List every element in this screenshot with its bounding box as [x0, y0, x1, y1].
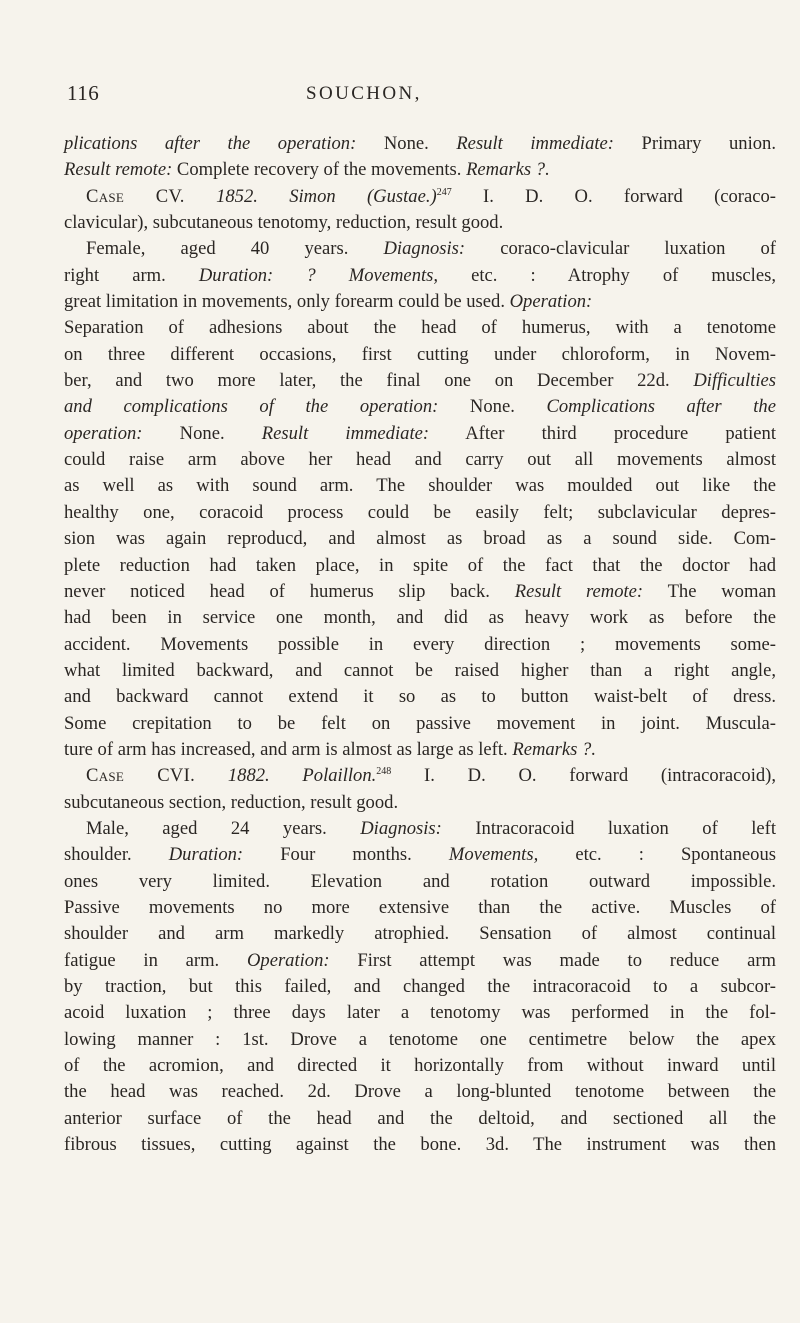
text-line — [64, 500, 776, 526]
italic-run: Diagnosis: — [360, 817, 442, 839]
text-run — [185, 186, 216, 207]
text-line — [64, 711, 776, 737]
text-run — [195, 765, 228, 786]
text-line — [64, 605, 776, 631]
italic-run: and complications of the operation: — [64, 396, 439, 418]
text-line — [64, 394, 776, 420]
text-run: the head was reached. 2d. Drove a long-blunted tenotome between the — [64, 1081, 776, 1103]
text-run: on three different occasions, first cutting under chloroform, in Novem- — [64, 343, 776, 365]
text-line — [64, 632, 776, 658]
text-line — [64, 790, 776, 816]
text-run: could raise arm above her head and carry out all movements almost — [64, 449, 776, 471]
italic-run: 1852. Simon (Gustae.) — [216, 185, 437, 207]
text-run: plete reduction had taken place, in spite of the fact that the doctor had — [64, 554, 776, 576]
text-run: Female, aged 40 years. — [86, 238, 384, 260]
text-run: had been in service one month, and did as heavy work as before the — [64, 607, 776, 629]
text-line — [64, 421, 776, 447]
text-run: of the acromion, and directed it horizontally from without inward until — [64, 1055, 776, 1077]
text-line — [64, 974, 776, 1000]
text-run: subcutaneous section, reduction, result good. — [64, 791, 399, 813]
text-line — [64, 473, 776, 499]
text-run: None. — [438, 396, 547, 418]
page-number: 116 — [67, 81, 100, 105]
text-line — [64, 737, 776, 763]
text-run: by traction, but this failed, and changed the intracoracoid to a subcor- — [64, 976, 776, 997]
case-heading: Case CV. — [86, 185, 185, 207]
text-line — [64, 869, 776, 895]
text-line — [64, 1079, 776, 1105]
text-run: Intracoracoid luxation of left — [441, 817, 776, 839]
text-run: ber, and two more later, the final one on December 22d. — [64, 370, 694, 392]
text-line — [64, 263, 776, 289]
italic-run: Remarks ?. — [466, 159, 550, 181]
text-run: shoulder. — [64, 844, 169, 866]
case-heading: Case CVI. — [86, 765, 196, 787]
italic-run: Movements, — [448, 844, 539, 866]
text-line — [64, 236, 776, 262]
text-run: ture of arm has increased, and arm is almost as large as left. — [64, 738, 513, 760]
text-run: Primary union. — [614, 133, 776, 154]
text-run: anterior surface of the head and the deltoid, and sectioned all the — [64, 1107, 776, 1129]
text-run: fibrous tissues, cutting against the bone. 3d. The instrument was then — [64, 1134, 776, 1156]
text-run: Separation of adhesions about the head of humerus, with a tenotome — [64, 317, 776, 339]
text-line — [64, 368, 776, 394]
text-run: The woman — [643, 580, 776, 602]
text-run: Passive movements no more extensive than the active. Muscles of — [64, 896, 776, 918]
text-run: None. — [356, 133, 457, 154]
italic-run: Duration: — [168, 844, 244, 866]
text-line — [64, 579, 776, 605]
text-line — [64, 1053, 776, 1079]
text-line — [64, 921, 776, 947]
italic-run: Result immediate: — [261, 422, 430, 444]
italic-run: 1882. Polaillon. — [227, 765, 377, 787]
text-line — [64, 658, 776, 684]
italic-run: Diagnosis: — [383, 238, 466, 260]
italic-run: Result remote: — [64, 159, 173, 181]
text-line — [64, 157, 776, 183]
text-line — [64, 763, 776, 789]
text-line — [64, 289, 776, 315]
text-line — [64, 1106, 776, 1132]
text-run: I. D. O. forward (coraco- — [451, 185, 776, 207]
italic-run: Duration: ? Movements, — [198, 264, 439, 286]
text-run: healthy one, coracoid process could be easily felt; subclavicular depres- — [64, 501, 776, 523]
text-run: what limited backward, and cannot be raised higher than a right angle, — [64, 659, 776, 681]
text-run: etc. : Spontaneous — [538, 844, 776, 866]
text-run: accident. Movements possible in every direction ; movements some- — [64, 633, 776, 655]
text-run: coraco-clavicular luxation of — [465, 238, 776, 260]
text-run: sion was again reproducd, and almost as broad as a sound side. Com- — [64, 528, 776, 550]
italic-run: operation: — [64, 422, 143, 444]
text-line — [64, 526, 776, 552]
text-run: shoulder and arm markedly atrophied. Sensation of almost continual — [64, 923, 776, 945]
text-line — [64, 1132, 776, 1158]
text-run: great limitation in movements, only forearm could be used. — [64, 291, 510, 313]
text-line — [64, 1027, 776, 1053]
italic-run: Operation: — [246, 949, 330, 971]
text-run: lowing manner : 1st. Drove a tenotome one centimetre below the apex — [64, 1028, 776, 1050]
italic-run: Remarks ?. — [512, 738, 596, 760]
text-line — [64, 895, 776, 921]
text-run: never noticed head of humerus slip back. — [64, 580, 515, 602]
text-run: clavicular), subcutaneous tenotomy, reduction, result good. — [64, 212, 504, 234]
text-run: and backward cannot extend it so as to button waist-belt of dress. — [64, 686, 776, 708]
text-run: Some crepitation to be felt on passive movement in joint. Muscula- — [64, 712, 776, 734]
text-line — [64, 315, 776, 341]
text-run: Complete recovery of the movements. — [172, 159, 467, 181]
text-run: etc. : Atrophy of muscles, — [438, 264, 776, 286]
text-line — [64, 816, 776, 842]
running-head: SOUCHON, — [306, 83, 422, 104]
text-run: First attempt was made to reduce arm — [329, 949, 776, 971]
text-line — [64, 131, 776, 157]
text-run: as well as with sound arm. The shoulder was moulded out like the — [64, 475, 776, 497]
text-run: Male, aged 24 years. — [86, 817, 361, 839]
footnote-ref: 247 — [436, 186, 452, 198]
footnote-ref: 248 — [376, 766, 392, 778]
italic-run: Operation: — [509, 291, 593, 313]
text-line — [64, 210, 776, 236]
italic-run: Complications after the — [546, 396, 776, 418]
italic-run: Difficulties — [693, 370, 776, 392]
italic-run: plications after the operation: — [64, 133, 357, 154]
text-run: None. — [142, 422, 262, 444]
body-text — [64, 131, 776, 1158]
text-line — [64, 684, 776, 710]
text-run: I. D. O. forward (intracoracoid), — [391, 765, 777, 787]
text-line — [64, 342, 776, 368]
text-run: acoid luxation ; three days later a tenotomy was performed in the fol- — [64, 1002, 776, 1024]
text-line — [64, 842, 776, 868]
italic-run: Result immediate: — [456, 133, 614, 154]
text-run: right arm. — [64, 264, 199, 286]
text-run: Four months. — [243, 844, 449, 866]
text-line — [64, 553, 776, 579]
text-run: After third procedure patient — [429, 422, 776, 444]
text-run: ones very limited. Elevation and rotation outward impossible. — [64, 870, 776, 892]
text-line — [64, 447, 776, 473]
text-line — [64, 184, 776, 210]
text-run: fatigue in arm. — [64, 949, 247, 971]
italic-run: Result remote: — [514, 580, 644, 602]
text-line — [64, 948, 776, 974]
text-line — [64, 1000, 776, 1026]
